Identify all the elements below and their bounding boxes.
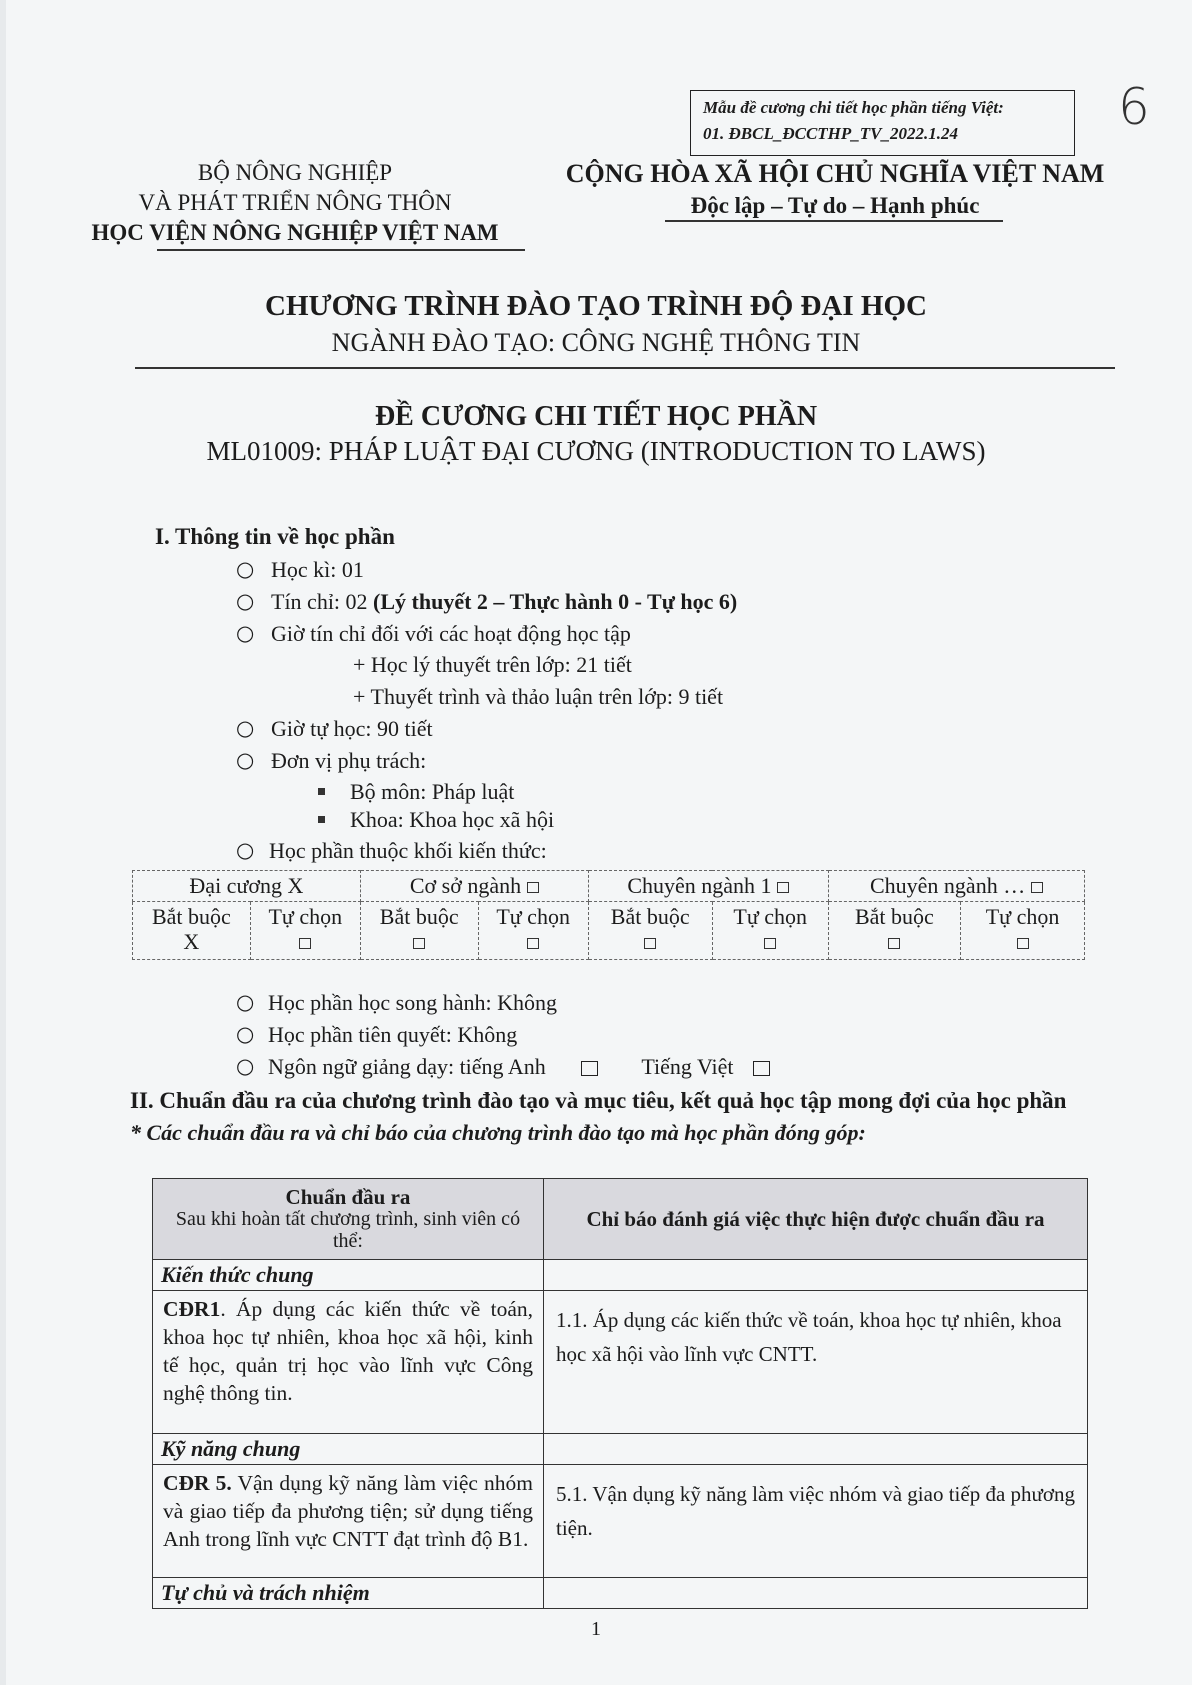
cdr5-cell: [153, 1465, 544, 1578]
circle-bullet-icon: ○: [236, 716, 255, 740]
unit-heading: Đơn vị phụ trách:: [271, 748, 427, 773]
course-title: ĐỀ CƯƠNG CHI TIẾT HỌC PHẦN: [374, 401, 818, 432]
page-number: 1: [591, 1618, 601, 1640]
checkbox-icon: [888, 938, 900, 949]
sub-header-cell: Bắt buộc: [360, 902, 478, 960]
group-general-skills: Kỹ năng chung: [153, 1434, 544, 1465]
title-divider: [135, 367, 1115, 369]
national-motto: Độc lập – Tự do – Hạnh phúc: [690, 193, 980, 218]
prerequisite-course: Học phần tiên quyết: Không: [268, 1022, 518, 1047]
cdr5-text: Vận dụng kỹ năng làm việc nhóm và giao tiếp đa phương tiện; sử dụng tiếng Anh trong lĩnh vực CNTT đạt trình độ B1.: [163, 1471, 533, 1551]
learning-outcomes-table: [152, 1178, 1088, 1609]
checkbox-icon: [764, 938, 776, 949]
group-specialized-n: Chuyên ngành …: [828, 871, 1084, 902]
checkbox-icon: [644, 938, 656, 949]
circle-bullet-icon: ○: [236, 748, 255, 772]
sub-header-cell: Tự chọn: [961, 902, 1085, 960]
republic-header: [555, 158, 1115, 222]
credits-detail: (Lý thuyết 2 – Thực hành 0 - Tự học 6): [373, 589, 738, 614]
cdr5-indicator: 5.1. Vận dụng kỹ năng làm việc nhóm và giao tiếp đa phương tiện.: [544, 1465, 1088, 1578]
sub-header-cell: Bắt buộc X: [133, 902, 251, 960]
faculty: Khoa: Khoa học xã hội: [350, 807, 555, 832]
group-general-knowledge: Kiến thức chung: [153, 1260, 544, 1291]
checkbox-icon: [413, 938, 425, 949]
republic-title: CỘNG HÒA XÃ HỘI CHỦ NGHĨA VIỆT NAM: [565, 159, 1105, 188]
language-english: Ngôn ngữ giảng dạy: tiếng Anh: [268, 1054, 546, 1079]
knowledge-block-table: [132, 870, 1085, 960]
checkbox-icon: [299, 938, 311, 949]
course-code-name: ML01009: PHÁP LUẬT ĐẠI CƯƠNG (INTRODUCTION TO LAWS): [206, 436, 986, 466]
page-edge: [0, 0, 6, 1685]
department: Bộ môn: Pháp luật: [350, 779, 515, 804]
cdr1-cell: [153, 1291, 544, 1434]
credits: [271, 589, 737, 615]
academy-underline: [157, 249, 525, 251]
circle-bullet-icon: ○: [236, 557, 255, 581]
hours-heading: Giờ tín chỉ đối với các hoạt động học tập: [271, 621, 631, 646]
template-note-line2: 01. ĐBCL_ĐCCTHP_TV_2022.1.24: [703, 124, 959, 143]
header-outcome-sub: Sau khi hoàn tất chương trình, sinh viên có thể:: [175, 1208, 521, 1252]
hours-theory: + Học lý thuyết trên lớp: 21 tiết: [353, 652, 632, 677]
empty-cell: [544, 1260, 1088, 1291]
checkbox-icon: [527, 882, 539, 893]
program-title: CHƯƠNG TRÌNH ĐÀO TẠO TRÌNH ĐỘ ĐẠI HỌC: [265, 290, 927, 322]
circle-bullet-icon: ○: [236, 1022, 255, 1046]
cdr1-code: CĐR1: [163, 1297, 221, 1321]
program-major: NGÀNH ĐÀO TẠO: CÔNG NGHỆ THÔNG TIN: [331, 328, 861, 357]
language-vietnamese: Tiếng Việt: [641, 1054, 734, 1079]
circle-bullet-icon: ○: [236, 1054, 255, 1078]
group-foundation: Cơ sở ngành: [360, 871, 588, 902]
group-general: Đại cương X: [133, 871, 361, 902]
academy-name: HỌC VIỆN NÔNG NGHIỆP VIỆT NAM: [91, 220, 499, 245]
template-note: [690, 90, 1075, 156]
checkbox-icon: [777, 882, 789, 893]
circle-bullet-icon: ○: [236, 838, 255, 862]
header-indicator: Chỉ báo đánh giá việc thực hiện được chuẩn đầu ra: [544, 1179, 1088, 1260]
header-outcome-title: Chuẩn đầu ra: [285, 1185, 411, 1209]
cdr1-indicator: 1.1. Áp dụng các kiến thức về toán, khoa học tự nhiên, khoa học xã hội vào lĩnh vực CNTT.: [544, 1291, 1088, 1434]
selected-mark: X: [183, 929, 200, 954]
empty-cell: [544, 1578, 1088, 1609]
self-study: Giờ tự học: 90 tiết: [271, 716, 433, 741]
section2-subheading: * Các chuẩn đầu ra và chỉ báo của chương trình đào tạo mà học phần đóng góp:: [130, 1120, 866, 1145]
checkbox-icon: [1031, 882, 1043, 893]
semester: Học kì: 01: [271, 557, 364, 582]
sub-header-cell: Tự chọn: [712, 902, 828, 960]
ministry-line1: BỘ NÔNG NGHIỆP: [197, 160, 393, 185]
sub-header-cell: Tự chọn: [250, 902, 360, 960]
checkbox-icon: [527, 938, 539, 949]
header-outcome: [153, 1179, 544, 1260]
ministry-header: [55, 158, 535, 248]
sub-header-cell: Tự chọn: [478, 902, 588, 960]
section1-heading: I. Thông tin về học phần: [155, 524, 395, 549]
credits-prefix: Tín chỉ: 02: [271, 589, 374, 614]
square-bullet-icon: [318, 788, 325, 795]
cdr5-code: CĐR 5.: [163, 1471, 232, 1495]
knowledge-block-label: Học phần thuộc khối kiến thức:: [269, 838, 547, 863]
group-specialized-1: Chuyên ngành 1: [588, 871, 828, 902]
cdr1-text: . Áp dụng các kiến thức về toán, khoa học tự nhiên, khoa học xã hội, kinh tế học, quản trị học vào lĩnh vực Công nghệ thông tin.: [163, 1297, 533, 1405]
handwritten-page-mark: 6: [1118, 78, 1150, 136]
square-bullet-icon: [318, 816, 325, 823]
section2-heading: II. Chuẩn đầu ra của chương trình đào tạo và mục tiêu, kết quả học tập mong đợi của học phần: [130, 1088, 1067, 1113]
checkbox-vietnamese-icon: [753, 1061, 770, 1076]
circle-bullet-icon: ○: [236, 990, 255, 1014]
empty-cell: [544, 1434, 1088, 1465]
circle-bullet-icon: ○: [236, 621, 255, 645]
template-note-line1: Mẫu đề cương chi tiết học phần tiếng Việt:: [703, 98, 1004, 117]
motto-underline: [665, 220, 1003, 222]
sub-header-cell: Bắt buộc: [588, 902, 712, 960]
checkbox-icon: [1017, 938, 1029, 949]
ministry-line2: VÀ PHÁT TRIỂN NÔNG THÔN: [138, 190, 452, 215]
sub-header-cell: Bắt buộc: [828, 902, 960, 960]
teaching-language: [268, 1054, 770, 1080]
parallel-course: Học phần học song hành: Không: [268, 990, 558, 1015]
hours-discussion: + Thuyết trình và thảo luận trên lớp: 9 tiết: [353, 684, 724, 709]
circle-bullet-icon: ○: [236, 589, 255, 613]
checkbox-english-icon: [581, 1061, 598, 1076]
group-autonomy: Tự chủ và trách nhiệm: [153, 1578, 544, 1609]
